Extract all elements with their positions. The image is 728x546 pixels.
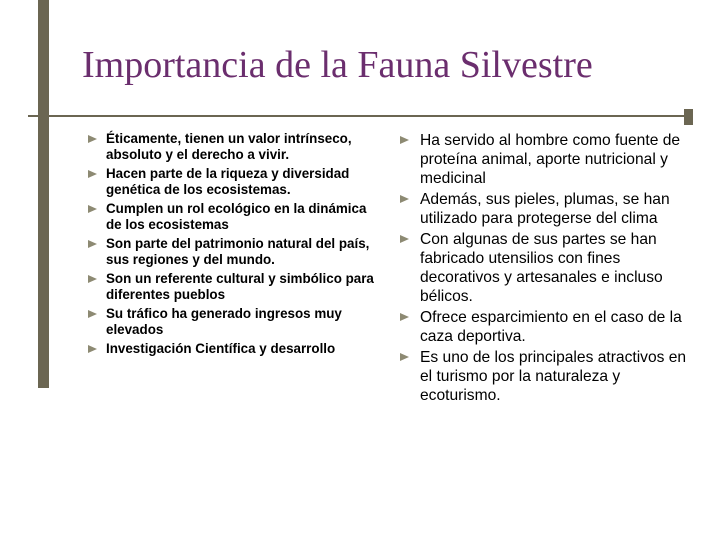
left-accent-bar <box>38 0 49 388</box>
divider-end-block <box>684 109 693 125</box>
triangle-bullet-icon <box>88 240 97 248</box>
triangle-bullet-icon <box>400 136 409 144</box>
list-item-text: Hacen parte de la riqueza y diversidad genética de los ecosistemas. <box>106 166 350 197</box>
triangle-bullet-icon <box>88 310 97 318</box>
list-item <box>400 348 700 405</box>
triangle-bullet-icon <box>88 345 97 353</box>
triangle-bullet-icon <box>88 205 97 213</box>
list-item <box>87 271 377 303</box>
triangle-bullet-icon <box>400 235 409 243</box>
list-item <box>87 236 377 268</box>
triangle-bullet-icon <box>400 313 409 321</box>
list-item <box>400 230 700 306</box>
title-divider <box>28 115 684 117</box>
list-item <box>87 306 377 338</box>
slide-title: Importancia de la Fauna Silvestre <box>82 44 593 86</box>
list-item <box>87 341 377 357</box>
list-item <box>87 201 377 233</box>
list-item <box>400 308 700 346</box>
list-item <box>87 131 377 163</box>
list-item-text: Son un referente cultural y simbólico para diferentes pueblos <box>106 271 374 302</box>
list-item <box>87 166 377 198</box>
list-item-text: Además, sus pieles, plumas, se han utilizado para protegerse del clima <box>420 191 670 227</box>
list-item-text: Ofrece esparcimiento en el caso de la caza deportiva. <box>420 309 682 345</box>
list-item-text: Su tráfico ha generado ingresos muy elevados <box>106 306 342 337</box>
list-item-text: Ha servido al hombre como fuente de proteína animal, aporte nutricional y medicinal <box>420 132 681 187</box>
list-item-text: Son parte del patrimonio natural del país, sus regiones y del mundo. <box>106 236 370 267</box>
right-bullet-list <box>400 131 700 407</box>
list-item-text: Es uno de los principales atractivos en el turismo por la naturaleza y ecoturismo. <box>420 349 687 404</box>
triangle-bullet-icon <box>88 275 97 283</box>
triangle-bullet-icon <box>400 195 409 203</box>
triangle-bullet-icon <box>88 135 97 143</box>
left-bullet-list <box>87 131 377 360</box>
list-item-text: Con algunas de sus partes se han fabricado utensilios con fines decorativos y artesanales e incluso bélicos. <box>420 231 663 305</box>
triangle-bullet-icon <box>88 170 97 178</box>
list-item-text: Éticamente, tienen un valor intrínseco, absoluto y el derecho a vivir. <box>106 131 352 162</box>
list-item-text: Cumplen un rol ecológico en la dinámica de los ecosistemas <box>106 201 367 232</box>
list-item-text: Investigación Científica y desarrollo <box>106 341 336 356</box>
list-item <box>400 190 700 228</box>
list-item <box>400 131 700 188</box>
triangle-bullet-icon <box>400 353 409 361</box>
